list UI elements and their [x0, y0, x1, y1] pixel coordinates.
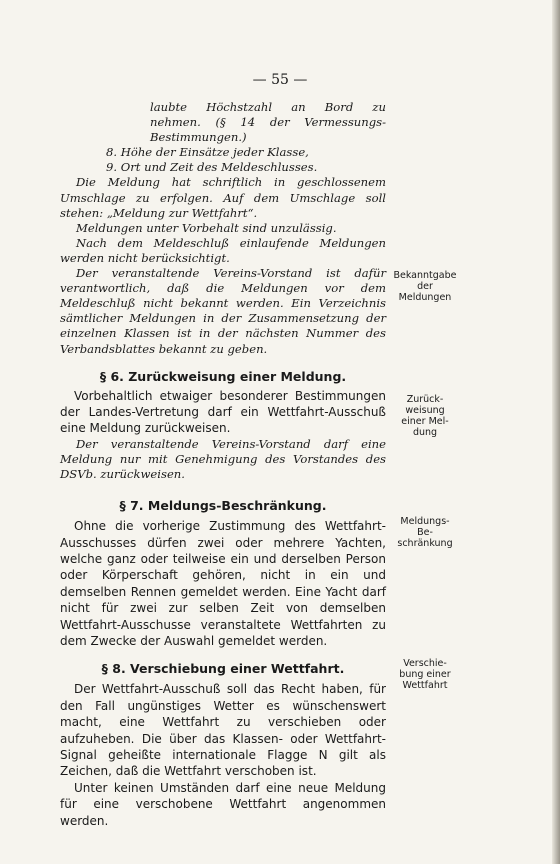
- margin-note-zurueckweisung: Zurück- weisung einer Mel- dung: [401, 394, 449, 438]
- page-number: — 55 —: [252, 72, 308, 88]
- section-8-heading: § 8. Verschiebung einer Wettfahrt.: [101, 661, 345, 677]
- margin-note-bekanntgabe: Bekanntgabe der Meldungen: [393, 270, 457, 303]
- paragraph-envelope: Die Meldung hat schriftlich in geschlossenem Umschlage zu erfolgen. Auf dem Umschlage soll stehen: „Meldung zur Wettfahrt“.: [60, 175, 386, 220]
- paragraph-late-entries: Nach dem Meldeschluß einlaufende Meldungen werden nicht berücksichtigt.: [60, 235, 386, 265]
- section-6-heading: § 6. Zurückweisung einer Meldung.: [99, 368, 347, 384]
- continuation-line-1: laubte Höchstzahl an Bord zu: [150, 100, 386, 114]
- section-6-paragraph-2: Der veranstaltende Vereins-Vorstand darf eine Meldung nur mit Genehmigung des Vorstandes des DSVb. zurückweisen.: [60, 436, 386, 481]
- paragraph-club-responsibility: Der veranstaltende Vereins-Vorstand ist dafür verantwortlich, daß die Meldungen vor dem Meldeschluß nicht bekannt werden. Ein Verzeichnis sämtlicher Meldungen in der Zusammensetzung der einzelnen Klassen ist in der nächsten Nummer des Verbandsblattes bekannt zu geben.: [60, 266, 386, 356]
- section-8-paragraph-1: Der Wettfahrt-Ausschuß soll das Recht haben, für den Fall ungünstiges Wetter es wünschenswert macht, eine Wettfahrt zu verschieben oder aufzuheben. Die über das Klassen- oder Wettfahrt-Signal geheißte internationale Flagge N gilt als Zeichen, daß die Wettfahrt verschoben ist.: [60, 682, 386, 779]
- margin-note-verschiebung: Verschie- bung einer Wettfahrt: [399, 658, 451, 691]
- margin-note-beschraenkung: Meldungs- Be- schränkung: [397, 516, 453, 549]
- page-edge-shadow: [552, 0, 560, 864]
- paragraph-reservation: Meldungen unter Vorbehalt sind unzulässig.: [76, 220, 337, 235]
- continuation-line-3: Bestimmungen.): [150, 130, 247, 145]
- main-text-column: [60, 100, 386, 829]
- section-7-paragraph-1: Ohne die vorherige Zustimmung des Wettfahrt-Ausschusses dürfen zwei oder mehrere Yachten, welche ganz oder teilweise ein und derselben Person oder Körperschaft gehören, nicht in ein und demselben Rennen gemeldet werden. Eine Yacht darf nicht für zwei zur selben Zeit von demselben Wettfahrt-Ausschusse veranstaltete Wettfahrten zu dem Zwecke der Auswahl gemeldet werden.: [60, 519, 386, 648]
- list-item-9: 9. Ort und Zeit des Meldeschlusses.: [106, 160, 318, 175]
- section-8-paragraph-2: Unter keinen Umständen darf eine neue Meldung für eine verschobene Wettfahrt angenommen werden.: [60, 780, 386, 828]
- section-6-paragraph-1: Vorbehaltlich etwaiger besonderer Bestimmungen der Landes-Vertretung darf ein Wettfahrt-Ausschuß eine Meldung zurückweisen.: [60, 388, 386, 436]
- section-7-heading: § 7. Meldungs-Beschränkung.: [119, 498, 327, 514]
- continuation-line-2: nehmen. (§ 14 der Vermessungs-: [150, 115, 386, 130]
- list-item-8: 8. Höhe der Einsätze jeder Klasse,: [106, 145, 309, 160]
